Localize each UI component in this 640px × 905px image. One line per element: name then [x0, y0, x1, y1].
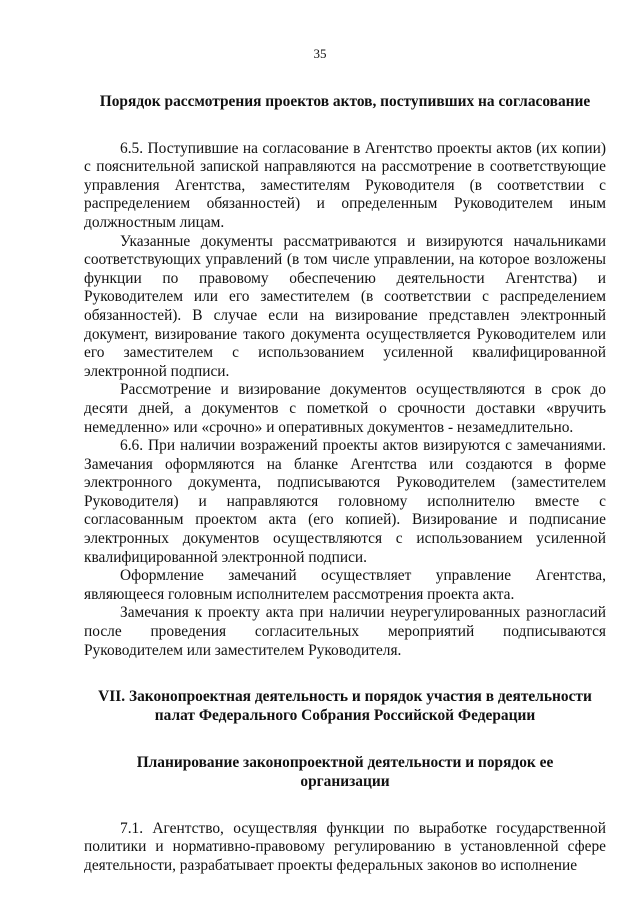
chapter-heading-line: VII. Законопроектная деятельность и порядок участия в деятельности	[98, 688, 592, 706]
subheading-line: организации	[300, 773, 390, 790]
section-heading: Порядок рассмотрения проектов актов, поступивших на согласование	[99, 93, 591, 110]
page-number: 35	[313, 46, 327, 61]
subheading-line: Планирование законопроектной деятельности и порядок ее	[136, 754, 554, 772]
paragraph: Рассмотрение и визирование документов осуществляются в срок до десяти дней, а документов с пометкой о срочности доставки «вручить немедленно» или «срочно» и оперативных документов - незамедлительно.	[84, 381, 606, 436]
paragraph: Оформление замечаний осуществляет управление Агентства, являющееся головным исполнителем рассмотрения проекта акта.	[84, 567, 606, 603]
chapter-heading	[84, 688, 606, 725]
subheading	[84, 754, 606, 791]
paragraph: 6.5. Поступившие на согласование в Агентство проекты актов (их копии) с пояснительной запиской направляются на рассмотрение в соответствующие управления Агентства, заместителям Руководителя (в соответствии с распределением обязанностей) и определенным Руководителем иным должностным лицам.	[84, 139, 606, 231]
paragraph: 6.6. При наличии возражений проекты актов визируются с замечаниями. Замечания оформляются на бланке Агентства или создаются в форме электронного документа, подписываются Руководителем (заместителем Руководителя) и направляются головному исполнителю вместе с согласованным проектом акта (его копией). Визирование и подписание электронных документов осуществляются с использованием усиленной квалифицированной электронной подписи.	[84, 437, 606, 566]
paragraph: Замечания к проекту акта при наличии неурегулированных разногласий после проведения согласительных мероприятий подписываются Руководителем или заместителем Руководителя.	[84, 604, 606, 659]
document-body	[84, 93, 606, 875]
paragraph: Указанные документы рассматриваются и визируются начальниками соответствующих управлений (в том числе управлении, на которое возложены функции по правовому обеспечению деятельности Агентства) и Руководителем или его заместителем (в соответствии с распределением обязанностей). В случае если на визирование представлен электронный документ, визирование такого документа осуществляется Руководителем или его заместителем с использованием усиленной квалифицированной электронной подписи.	[84, 232, 606, 380]
paragraph: 7.1. Агентство, осуществляя функции по выработке государственной политики и нормативно-правовому регулированию в установленной сфере деятельности, разрабатывает проекты федеральных законов во исполнение	[84, 819, 606, 874]
chapter-heading-line: палат Федерального Собрания Российской Федерации	[154, 706, 536, 724]
